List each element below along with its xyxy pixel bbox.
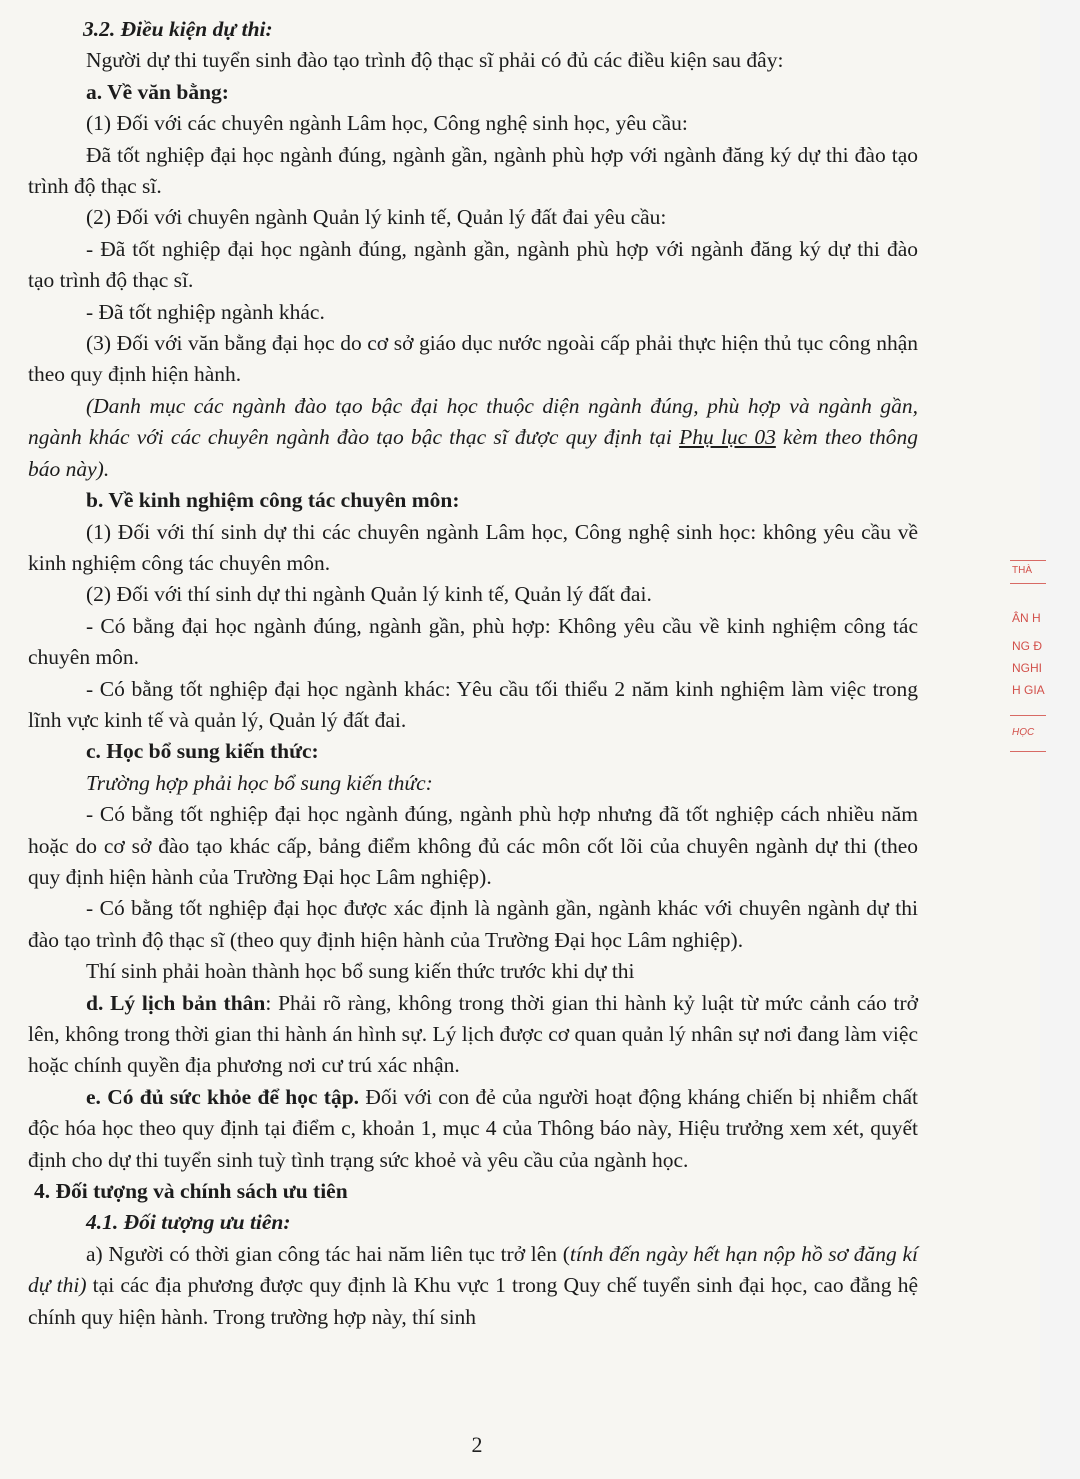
paragraph: Người dự thi tuyển sinh đào tạo trình độ thạc sĩ phải có đủ các điều kiện sau đây: — [86, 48, 784, 73]
appendix-reference: Phụ lục 03 — [679, 425, 776, 450]
paragraph: - Có bằng tốt nghiệp đại học ngành đúng, ngành phù hợp nhưng đã tốt nghiệp cách nhiều năm hoặc do cơ sở đào tạo khác cấp, bảng điểm không đủ các môn cốt lõi của chuyên ngành dự thi (theo quy định hiện hành của Trường Đại học Lâm nghiệp). — [28, 802, 918, 889]
section-heading: 3.2. Điều kiện dự thi: — [83, 17, 273, 41]
paragraph — [28, 1082, 918, 1176]
stamp-line — [1010, 560, 1046, 561]
section-heading: 4. Đối tượng và chính sách ưu tiên — [34, 1179, 348, 1204]
stamp-line — [1010, 583, 1046, 584]
red-stamp-fragment — [1006, 555, 1052, 770]
paragraph — [28, 988, 918, 1082]
page-number: 2 — [471, 1432, 483, 1457]
stamp-text: NG Đ — [1012, 639, 1042, 653]
paragraph: (2) Đối với chuyên ngành Quản lý kinh tế, Quản lý đất đai yêu cầu: — [86, 205, 667, 230]
paragraph: (3) Đối với văn bằng đại học do cơ sở giáo dục nước ngoài cấp phải thực hiện thủ tục công nhận theo quy định hiện hành. — [28, 331, 918, 387]
paragraph: (1) Đối với các chuyên ngành Lâm học, Công nghệ sinh học, yêu cầu: — [86, 111, 688, 136]
paragraph: - Đã tốt nghiệp ngành khác. — [86, 299, 325, 324]
italic-subheading: Trường hợp phải học bổ sung kiến thức: — [86, 770, 433, 795]
paragraph: Thí sinh phải hoàn thành học bổ sung kiến thức trước khi dự thi — [86, 959, 635, 984]
paragraph-text: a) Người có thời gian công tác hai năm liên tục trở lên ( — [86, 1241, 570, 1266]
sub-section-heading: 4.1. Đối tượng ưu tiên: — [86, 1210, 291, 1235]
stamp-text: THÀ — [1012, 565, 1032, 576]
italic-text: tính đến ngày hết hạn nộp hồ sơ đăng kí dự thi) — [28, 1241, 919, 1298]
note-text: (Danh mục các ngành đào tạo bậc đại học thuộc diện ngành đúng, phù hợp và ngành gần, ngành khác với các chuyên ngành đào tạo bậc thạc sĩ được quy định tại — [28, 393, 918, 450]
note-text: kèm theo thông báo này). — [28, 425, 918, 481]
paragraph-text: tại các địa phương được quy định là Khu vực 1 trong Quy chế tuyển sinh đại học, cao đẳng hệ chính quy hiện hành. Trong trường hợp này, thí sinh — [28, 1273, 918, 1329]
document-body — [28, 14, 918, 1333]
stamp-line — [1010, 715, 1046, 716]
paragraph-text: Đối với con đẻ của người hoạt động kháng chiến bị nhiễm chất độc hóa học theo quy định tại điểm c, khoản 1, mục 4 của Thông báo này, Hiệu trưởng xem xét, quyết định cho dự thi tuyển sinh tuỳ tình trạng sức khoẻ và yêu cầu của ngành học. — [28, 1084, 919, 1172]
paragraph: - Có bằng tốt nghiệp đại học ngành khác: Yêu cầu tối thiểu 2 năm kinh nghiệm làm việc trong lĩnh vực kinh tế và quản lý, Quản lý đất đai. — [28, 676, 918, 732]
subsection-heading: c. Học bổ sung kiến thức: — [86, 739, 319, 764]
paragraph: (2) Đối với thí sinh dự thi ngành Quản lý kinh tế, Quản lý đất đai. — [86, 582, 652, 607]
paragraph: (1) Đối với thí sinh dự thi các chuyên ngành Lâm học, Công nghệ sinh học: không yêu cầu về kinh nghiệm công tác chuyên môn. — [28, 519, 918, 575]
stamp-text: H GIA — [1012, 683, 1045, 697]
stamp-line — [1010, 751, 1046, 752]
stamp-text: ÂN H — [1012, 611, 1041, 625]
subsection-heading: b. Về kinh nghiệm công tác chuyên môn: — [86, 488, 460, 513]
inline-heading: d. Lý lịch bản thân — [86, 990, 266, 1015]
paragraph: - Đã tốt nghiệp đại học ngành đúng, ngành gần, ngành phù hợp với ngành đăng ký dự thi đào tạo trình độ thạc sĩ. — [28, 236, 918, 293]
paragraph: Đã tốt nghiệp đại học ngành đúng, ngành gần, ngành phù hợp với ngành đăng ký dự thi đào tạo trình độ thạc sĩ. — [28, 142, 918, 199]
stamp-text: NGHI — [1012, 661, 1042, 675]
inline-heading: e. Có đủ sức khỏe để học tập. — [86, 1084, 360, 1109]
paragraph — [28, 1239, 918, 1333]
subsection-heading: a. Về văn bằng: — [86, 79, 229, 104]
stamp-text: HỌC — [1012, 727, 1035, 738]
note-paragraph — [28, 391, 918, 485]
paragraph: - Có bằng tốt nghiệp đại học được xác định là ngành gần, ngành khác với chuyên ngành dự thi đào tạo trình độ thạc sĩ (theo quy định hiện hành của Trường Đại học Lâm nghiệp). — [28, 896, 918, 952]
paragraph: - Có bằng đại học ngành đúng, ngành gần, phù hợp: Không yêu cầu về kinh nghiệm công tác chuyên môn. — [28, 613, 918, 670]
paragraph-text: : Phải rõ ràng, không trong thời gian thi hành kỷ luật từ mức cảnh cáo trở lên, không trong thời gian thi hành án hình sự. Lý lịch được cơ quan quản lý nhân sự nơi đang làm việc hoặc chính quyền địa phương nơi cư trú xác nhận. — [28, 990, 918, 1078]
